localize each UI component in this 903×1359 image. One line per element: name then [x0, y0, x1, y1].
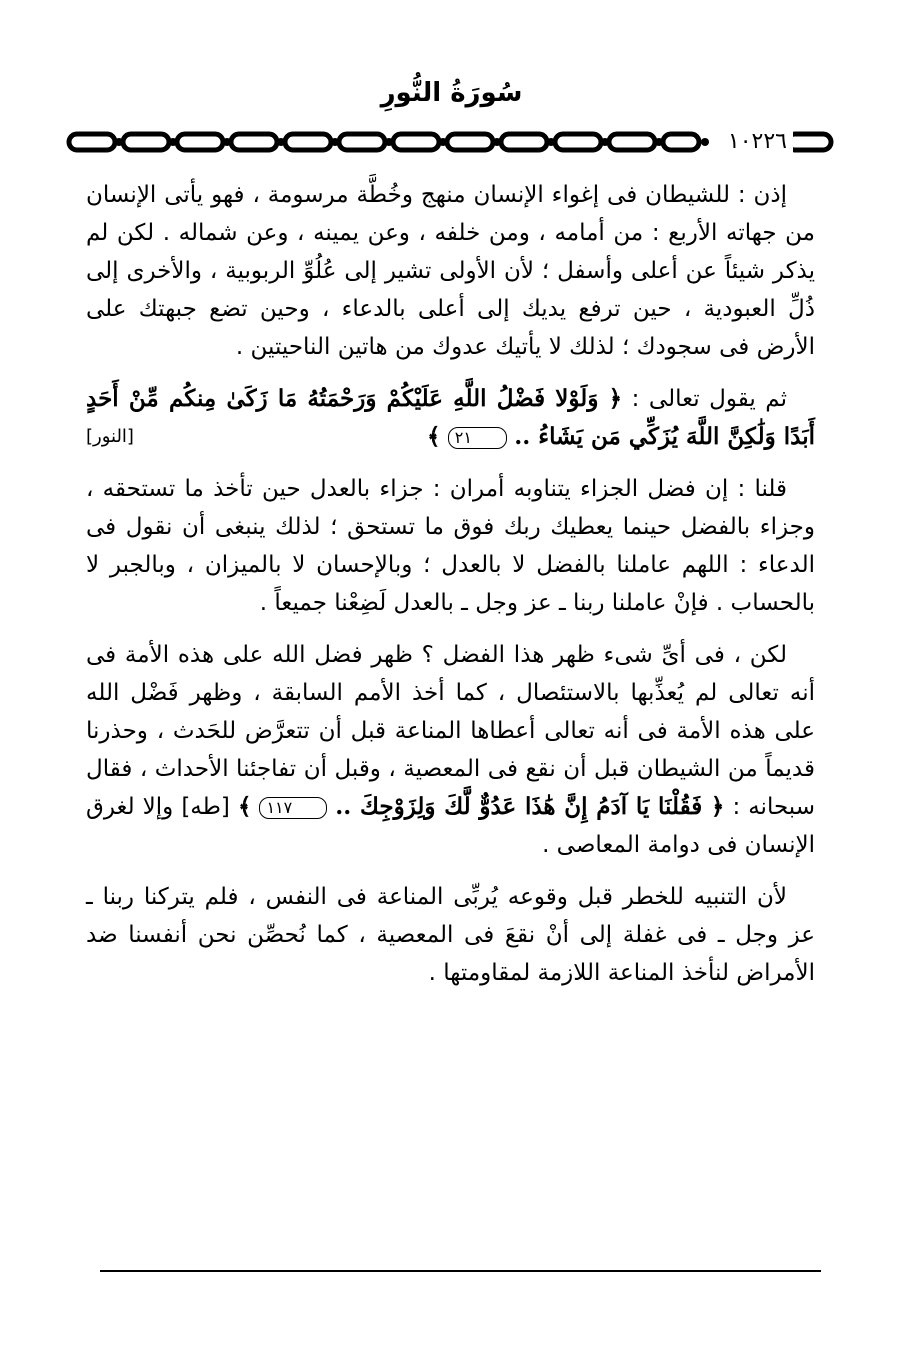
surah-reference: [طه] — [181, 794, 230, 820]
footer-rule — [100, 1270, 821, 1272]
quran-verse: ﴿ فَقُلْنَا يَا آدَمُ إِنَّ هَٰذَا عَدُوٌّ لَّكَ وَلِزَوْجِكَ .. — [335, 793, 725, 820]
surah-title: سُورَةُ النُّورِ — [380, 78, 523, 108]
verse-intro: ثم يقول تعالى : — [631, 386, 787, 412]
paragraph-5: لأن التنبيه للخطر قبل وقوعه يُربِّى المناعة فى النفس ، فلم يتركنا ربنا ـ عز وجل ـ فى غفلة إلى أنْ نقعَ فى المعصية ، كما نُحصِّن نحن أنفسنا ضد الأمراض لنأخذ المناعة اللازمة لمقاومتها . — [86, 884, 815, 986]
quran-verse: ﴿ وَلَوْلا فَضْلُ اللَّهِ عَلَيْكُمْ وَرَحْمَتُهُ مَا زَكَىٰ مِنكُم مِّنْ أَحَدٍ أَبَدًا وَلَٰكِنَّ اللَّهَ يُزَكِّي مَن يَشَاءُ .. — [86, 385, 815, 450]
page-body — [86, 176, 815, 1006]
ayah-number: ٢١ — [448, 427, 507, 449]
paragraph-4-end: وإلا لغرق الإنسان فى دوامة المعاصى . — [86, 794, 815, 858]
paragraph-1: إذن : للشيطان فى إغواء الإنسان منهج وخُطَّة مرسومة ، فهو يأتى الإنسان من جهاته الأربع : من أمامه ، ومن خلفه ، وعن يمينه ، وعن شماله . لكن لم يذكر شيئاً عن أعلى وأسفل ؛ لأن الأولى تشير إلى عُلُوِّ الربوبية ، والأخرى إلى ذُلِّ العبودية ، حين ترفع يديك إلى أعلى بالدعاء ، وحين تضع جبهتك على الأرض فى سجودك ؛ لذلك لا يأتيك عدوك من هاتين الناحيتين . — [86, 182, 815, 360]
page-number: ١٠٢٢٦ — [722, 128, 793, 156]
paragraph-2 — [86, 380, 815, 456]
ornamental-border — [65, 128, 835, 156]
verse-close-bracket: ﴾ — [426, 423, 441, 450]
ayah-number: ١١٧ — [259, 797, 327, 819]
surah-reference: [النور] — [86, 426, 134, 447]
verse-close-bracket: ﴾ — [237, 793, 252, 820]
paragraph-3: قلنا : إن فضل الجزاء يتناوبه أمران : جزاء بالعدل حين تأخذ ما تستحقه ، وجزاء بالفضل حينما يعطيك ربك فوق ما تستحق ؛ لذلك ينبغى أن نقول فى الدعاء : اللهم عاملنا بالفضل لا بالعدل ؛ وبالإحسان لا بالميزان ، وبالجبر لا بالحساب . فإنْ عاملنا ربنا ـ عز وجل ـ بالعدل لَضِعْنا جميعاً . — [86, 476, 815, 616]
paragraph-4 — [86, 636, 815, 864]
paragraph-4-text: لكن ، فى أىِّ شىء ظهر هذا الفضل ؟ ظهر فضل الله على هذه الأمة فى أنه تعالى لم يُعذِّبها بالاستئصال ، كما أخذ الأمم السابقة ، وظهر فَضْل الله على هذه الأمة فى أنه تعالى أعطاها المناعة قبل أن تتعرَّض للحَدث ، وحذرنا قديماً من الشيطان قبل أن نقع فى المعصية ، وقبل أن تفاجئنا الأحداث ، فقال سبحانه : — [86, 642, 816, 820]
